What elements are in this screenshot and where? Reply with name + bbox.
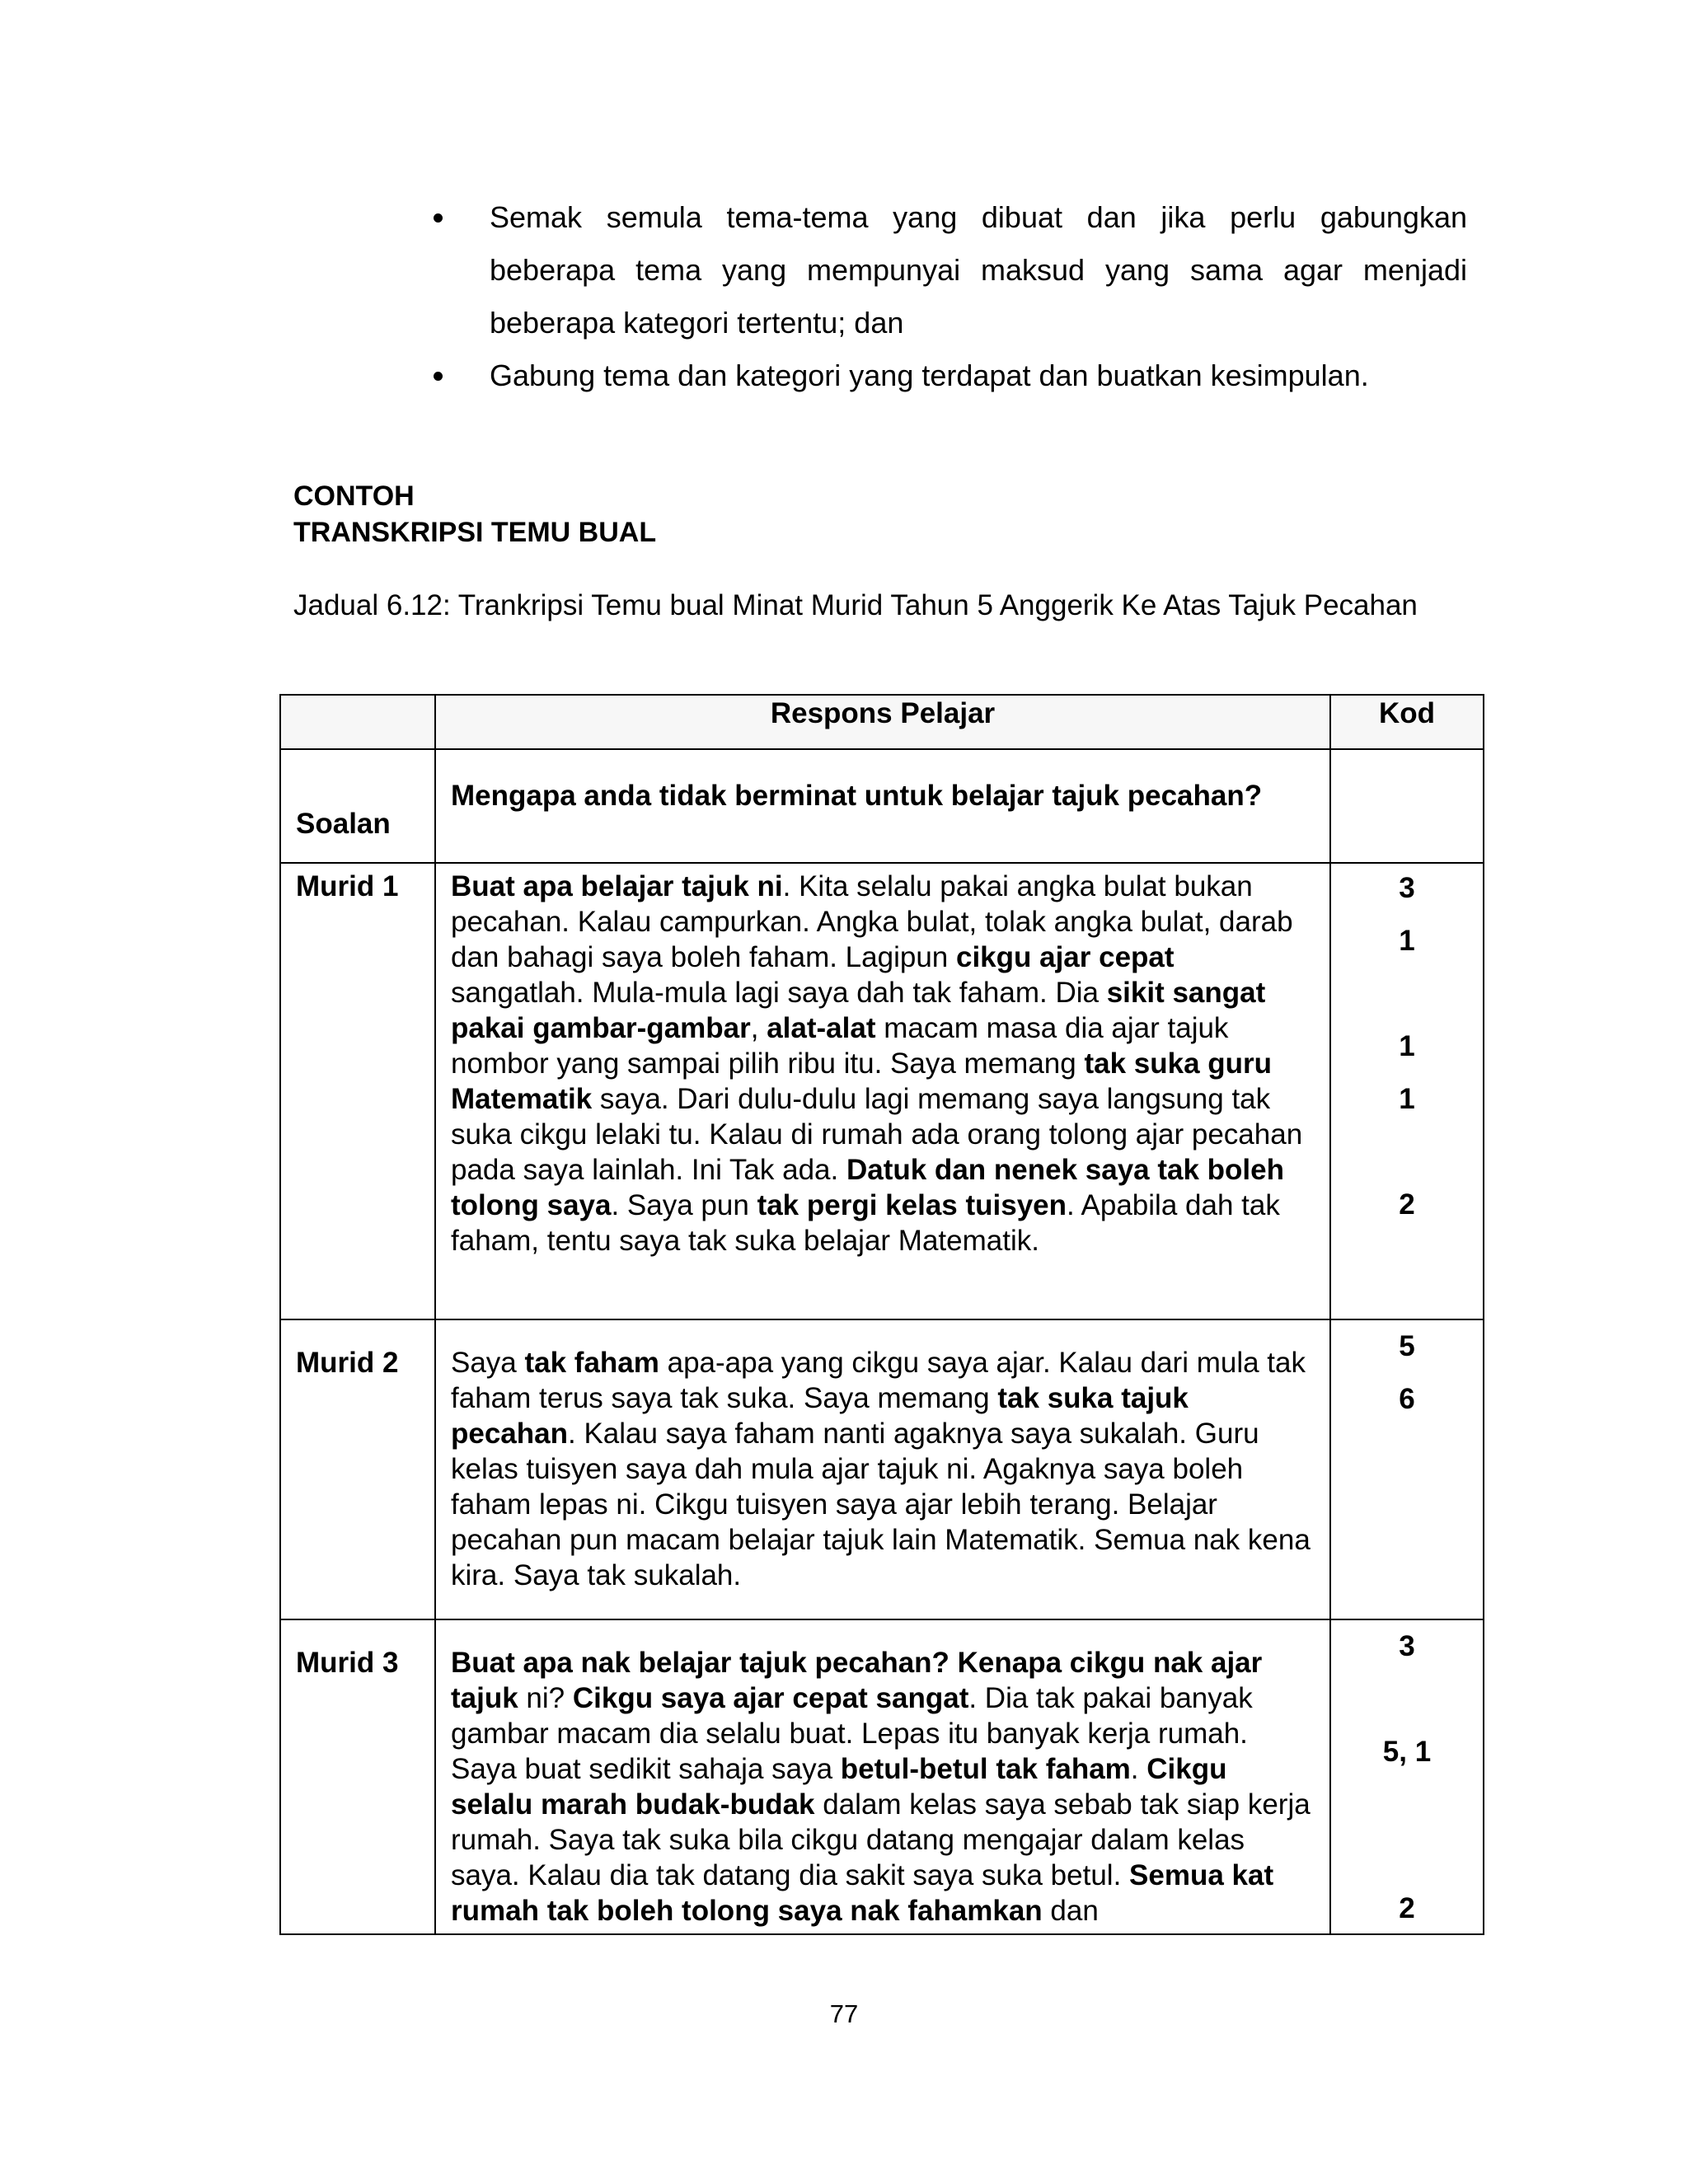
kod-value: 2 (1399, 1892, 1415, 1924)
response-bold-phrase: Buat apa belajar tajuk ni (451, 870, 783, 902)
response-text-segment: saya. Dari dulu-dulu lagi memang saya langsung tak suka cikgu lelaki tu. Kalau di rumah ada orang tolong ajar pecahan pada saya lainlah. Ini Tak ada. (451, 1083, 1303, 1186)
response-text-segment: ni? (518, 1682, 573, 1714)
bullet-text: Semak semula tema-tema yang dibuat dan jika perlu gabungkan beberapa tema yang mempunyai maksud yang sama agar menjadi beberapa kategori tertentu; dan (490, 200, 1467, 340)
response-bold-phrase: sikit sangat pakai gambar-gambar (451, 977, 1266, 1044)
bullet-icon (434, 372, 443, 381)
response-text-segment: . Kalau saya faham nanti agaknya saya sukalah. Guru kelas tuisyen saya dah mula ajar tajuk ni. Agaknya saya boleh faham lepas ni. Cikgu tuisyen saya ajar lebih terang. Belajar pecahan pun macam belajar tajuk lain Matematik. Semua nak kena kira. Saya tak sukalah. (451, 1418, 1311, 1591)
kod-value: 3 (1399, 872, 1415, 904)
table-caption: Jadual 6.12: Trankripsi Temu bual Minat Murid Tahun 5 Anggerik Ke Atas Tajuk Pecahan (293, 589, 1418, 621)
section-heading-contoh: CONTOH (293, 480, 415, 512)
kod-cell (1330, 1619, 1484, 1934)
response-text-segment: , (750, 1012, 767, 1044)
header-cell-kod: Kod (1330, 695, 1484, 749)
kod-value: 3 (1399, 1630, 1415, 1662)
row-label-cell (280, 1619, 435, 1934)
response-text-segment: dan (1042, 1895, 1099, 1927)
question-kod-cell (1330, 749, 1484, 863)
row-label: Murid 1 (296, 870, 399, 902)
response-bold-phrase: Buat apa nak belajar tajuk pecahan? Kenapa cikgu nak ajar tajuk (451, 1647, 1263, 1714)
bullet-item (434, 349, 1467, 402)
response-bold-phrase: tak suka tajuk pecahan (451, 1382, 1189, 1450)
response-bold-phrase: tak pergi kelas tuisyen (757, 1189, 1067, 1221)
response-text-segment: sangatlah. Mula-mula lagi saya dah tak faham. Dia (451, 977, 1107, 1009)
bullet-icon (434, 213, 443, 223)
response-text-segment: . Apabila dah tak faham, tentu saya tak suka belajar Matematik. (451, 1189, 1280, 1257)
response-text-segment: macam masa dia ajar tajuk nombor yang sampai pilih ribu itu. Saya memang (451, 1012, 1229, 1080)
kod-cell (1330, 1319, 1484, 1619)
bullet-list (434, 191, 1467, 402)
table-row (280, 1619, 1484, 1934)
row-label-cell (280, 863, 435, 1319)
response-text-segment: apa-apa yang cikgu saya ajar. Kalau dari mula tak faham terus saya tak suka. Saya memang (451, 1347, 1306, 1414)
table-row (280, 863, 1484, 1319)
response-text-segment: . (1130, 1753, 1147, 1785)
response-bold-phrase: alat-alat (767, 1012, 876, 1044)
kod-value: 5, 1 (1382, 1736, 1432, 1768)
response-text-segment: dalam kelas saya sebab tak siap kerja rumah. Saya tak suka bila cikgu datang mengajar dalam kelas saya. Kalau dia tak datang dia sakit saya suka betul. (451, 1788, 1311, 1891)
response-cell (435, 1319, 1330, 1619)
table-header-row (280, 695, 1484, 749)
response-text-segment: . Saya pun (611, 1189, 757, 1221)
transcript-table (279, 694, 1484, 1935)
response-text (451, 1620, 1315, 1929)
table-row (280, 1319, 1484, 1619)
row-label: Murid 3 (296, 1647, 399, 1679)
header-cell-respons: Respons Pelajar (435, 695, 1330, 749)
header-cell-blank (280, 695, 435, 749)
kod-value: 1 (1399, 1030, 1415, 1062)
bullet-item (434, 191, 1467, 349)
kod-cell (1330, 863, 1484, 1319)
response-bold-phrase: tak faham (524, 1347, 659, 1379)
question-label: Soalan (280, 749, 435, 863)
kod-value: 2 (1399, 1188, 1415, 1221)
page-number: 77 (829, 1999, 859, 2028)
response-bold-phrase: cikgu ajar cepat (955, 941, 1175, 973)
response-text (451, 864, 1315, 1258)
response-bold-phrase: betul-betul tak faham (840, 1753, 1131, 1785)
response-text (451, 1320, 1315, 1593)
row-label: Murid 2 (296, 1347, 399, 1379)
response-bold-phrase: tak suka guru Matematik (451, 1047, 1273, 1115)
response-text-segment: . Kita selalu pakai angka bulat bukan pecahan. Kalau campurkan. Angka bulat, tolak angka bulat, darab dan bahagi saya boleh faham. Lagipun (451, 870, 1293, 973)
response-bold-phrase: Semua kat rumah tak boleh tolong saya nak fahamkan (451, 1859, 1274, 1927)
section-heading-transkripsi: TRANSKRIPSI TEMU BUAL (293, 517, 657, 548)
response-text-segment: . Dia tak pakai banyak gambar macam dia selalu buat. Lepas itu banyak kerja rumah. Saya buat sedikit sahaja saya (451, 1682, 1253, 1785)
response-bold-phrase: Datuk dan nenek saya tak boleh tolong saya (451, 1154, 1284, 1221)
response-bold-phrase: Cikgu saya ajar cepat sangat (572, 1682, 969, 1714)
response-text-segment: Saya (451, 1347, 525, 1379)
kod-value: 1 (1399, 925, 1415, 957)
question-text: Mengapa anda tidak berminat untuk belajar tajuk pecahan? (451, 780, 1263, 812)
question-row (280, 749, 1484, 863)
kod-value: 5 (1399, 1330, 1415, 1362)
response-cell (435, 1619, 1330, 1934)
question-text-cell (435, 749, 1330, 863)
bullet-text: Gabung tema dan kategori yang terdapat dan buatkan kesimpulan. (490, 359, 1369, 392)
kod-value: 1 (1399, 1083, 1415, 1115)
kod-value: 6 (1399, 1383, 1415, 1415)
response-bold-phrase: Cikgu selalu marah budak-budak (451, 1753, 1227, 1821)
response-cell (435, 863, 1330, 1319)
row-label-cell (280, 1319, 435, 1619)
